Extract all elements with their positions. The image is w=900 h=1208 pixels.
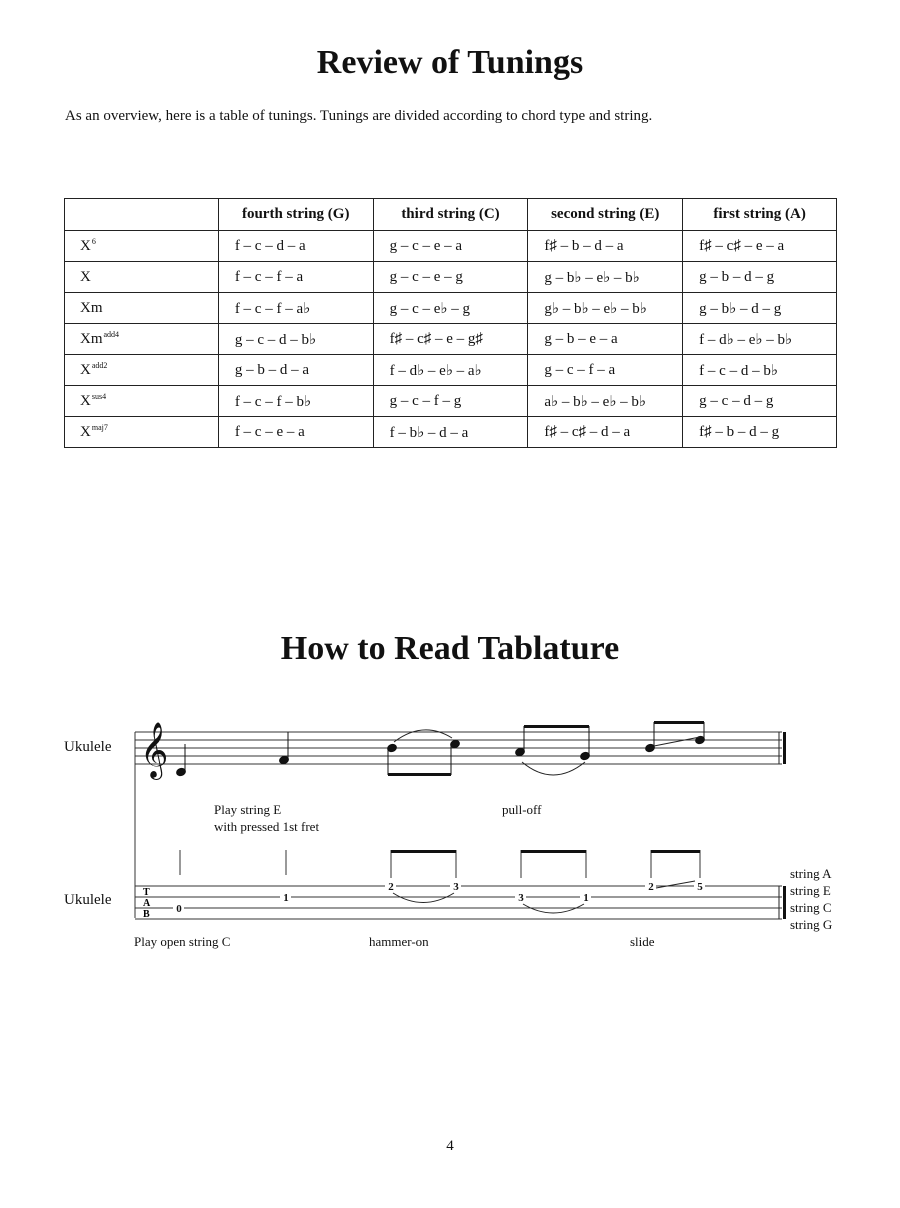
tab-beam	[651, 850, 700, 853]
tuning-cell: g – c – f – a	[528, 355, 683, 386]
annotation-play-string-e-1: Play string E	[214, 802, 282, 817]
table-row	[65, 417, 837, 448]
note-beam	[524, 725, 589, 728]
chord-type-sup: 6	[91, 237, 96, 246]
chord-type-base: Xm	[80, 299, 103, 316]
table-row	[65, 231, 837, 262]
tuning-cell: a♭ – b♭ – e♭ – b♭	[528, 386, 683, 417]
chord-type-sup: sus4	[91, 392, 107, 401]
fret-number: 0	[176, 903, 182, 915]
chord-type-cell	[65, 386, 219, 417]
chord-type-base: Xm	[80, 331, 103, 347]
table-header-cell: third string (C)	[373, 199, 528, 231]
annotation-pull-off: pull-off	[502, 802, 542, 817]
tab-beam	[521, 850, 586, 853]
string-name-label: string E	[790, 883, 831, 898]
string-name-label: string A	[790, 866, 832, 881]
tuning-cell: g – b – d – a	[218, 355, 373, 386]
fret-number: 2	[388, 881, 394, 893]
chord-type-sup: add4	[103, 330, 120, 339]
tuning-cell: f♯ – c♯ – e – a	[683, 231, 837, 262]
tuning-cell: g – c – e – a	[373, 231, 528, 262]
treble-clef-icon: 𝄞	[140, 724, 169, 777]
tab-slide-line	[656, 881, 695, 888]
page-number: 4	[446, 1138, 454, 1154]
chord-type-sup: maj7	[91, 423, 108, 432]
fret-number: 5	[697, 881, 703, 893]
tunings-title: Review of Tunings	[316, 44, 584, 81]
string-name-label: string G	[790, 917, 833, 932]
chord-type-cell	[65, 231, 219, 262]
table-header-row	[65, 199, 837, 231]
final-barline	[783, 732, 786, 764]
tuning-cell: f – c – f – a	[218, 262, 373, 293]
chord-type-cell	[65, 417, 219, 448]
tuning-cell: g – b – e – a	[528, 324, 683, 355]
table-row	[65, 262, 837, 293]
annotation-play-string-e-2: with pressed 1st fret	[214, 819, 320, 834]
tuning-cell: g – c – f – g	[373, 386, 528, 417]
tab-beam	[391, 850, 456, 853]
tab-instrument-label: Ukulele	[64, 892, 112, 908]
tuning-cell: f♯ – b – d – a	[528, 231, 683, 262]
table-header-cell: second string (E)	[528, 199, 683, 231]
annotation-slide: slide	[630, 934, 655, 949]
tuning-cell: f – c – d – b♭	[683, 355, 837, 386]
note-beam	[388, 773, 451, 776]
table-header-cell	[65, 199, 219, 231]
tab-rhythm	[180, 850, 700, 878]
note-beam	[654, 721, 704, 724]
tab-slur	[393, 893, 454, 903]
tuning-cell: f – c – f – b♭	[218, 386, 373, 417]
chord-type-base: X	[80, 362, 91, 378]
table-row	[65, 386, 837, 417]
tuning-cell: f♯ – c♯ – d – a	[528, 417, 683, 448]
chord-type-cell	[65, 324, 219, 355]
tuning-cell: f – d♭ – e♭ – a♭	[373, 355, 528, 386]
fret-number: 2	[648, 881, 654, 893]
string-name-label: string C	[790, 900, 832, 915]
chord-type-cell	[65, 293, 219, 324]
annotation-play-open-c: Play open string C	[134, 934, 231, 949]
fret-number: 3	[453, 881, 459, 893]
table-header-cell: first string (A)	[683, 199, 837, 231]
chord-type-cell	[65, 355, 219, 386]
tuning-cell: g – c – e♭ – g	[373, 293, 528, 324]
chord-type-cell	[65, 262, 219, 293]
staff-lines	[135, 732, 782, 764]
staff-instrument-label: Ukulele	[64, 739, 112, 755]
tuning-cell: g♭ – b♭ – e♭ – b♭	[528, 293, 683, 324]
tuning-cell: f♯ – b – d – g	[683, 417, 837, 448]
tuning-cell: f♯ – c♯ – e – g♯	[373, 324, 528, 355]
table-row	[65, 293, 837, 324]
tuning-cell: f – c – f – a♭	[218, 293, 373, 324]
tuning-cell: g – c – d – g	[683, 386, 837, 417]
tuning-cell: g – c – d – b♭	[218, 324, 373, 355]
tuning-cell: f – d♭ – e♭ – b♭	[683, 324, 837, 355]
tuning-cell: f – c – d – a	[218, 231, 373, 262]
tab-final-barline	[783, 886, 786, 919]
tuning-cell: g – b♭ – e♭ – b♭	[528, 262, 683, 293]
table-header-cell: fourth string (G)	[218, 199, 373, 231]
fret-number: 3	[518, 892, 524, 904]
chord-type-base: X	[80, 424, 91, 440]
chord-type-base: X	[80, 268, 91, 285]
tuning-cell: g – b – d – g	[683, 262, 837, 293]
tuning-cell: f – b♭ – d – a	[373, 417, 528, 448]
table-row	[65, 324, 837, 355]
tunings-intro: As an overview, here is a table of tunings. Tunings are divided according to chord type and string.	[65, 108, 653, 124]
tunings-table	[64, 198, 837, 448]
fret-number: 1	[283, 892, 289, 904]
slide-line	[654, 737, 700, 746]
tuning-cell: f – c – e – a	[218, 417, 373, 448]
tab-clef: T	[143, 887, 150, 898]
table-row	[65, 355, 837, 386]
tab-clef: B	[143, 909, 150, 920]
tuning-cell: g – b♭ – d – g	[683, 293, 837, 324]
tuning-cell: g – c – e – g	[373, 262, 528, 293]
annotation-hammer-on: hammer-on	[369, 934, 429, 949]
tablature-title: How to Read Tablature	[280, 630, 620, 667]
staff-notes	[176, 721, 706, 777]
music-notation	[0, 700, 900, 940]
fret-number: 1	[583, 892, 589, 904]
chord-type-base: X	[80, 238, 91, 254]
tab-clef: A	[143, 898, 151, 909]
chord-type-base: X	[80, 393, 91, 409]
chord-type-sup: add2	[91, 361, 108, 370]
